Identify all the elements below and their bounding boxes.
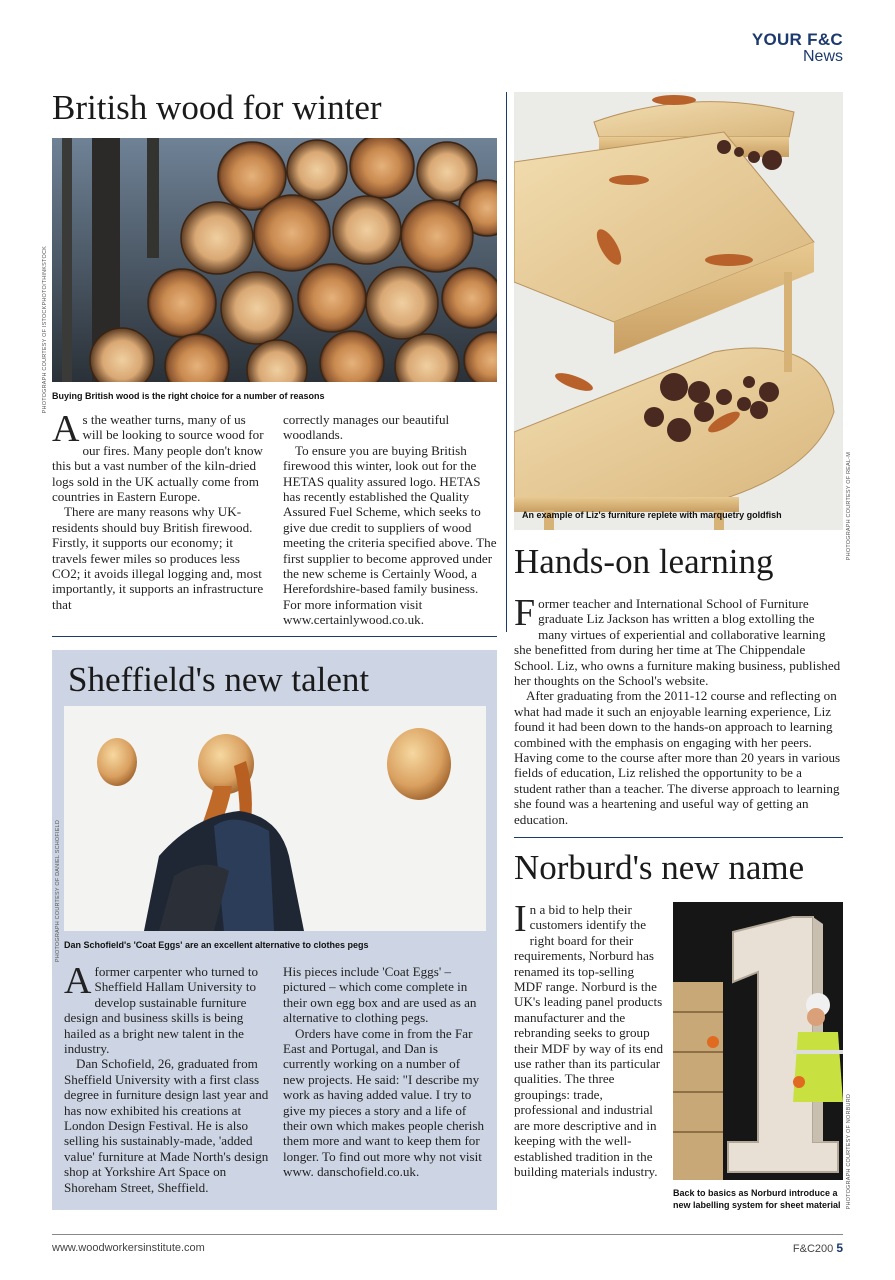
article-body-col1 bbox=[52, 408, 268, 612]
footer-url: www.woodworkersinstitute.com bbox=[52, 1242, 205, 1254]
paragraph: His pieces include 'Coat Eggs' – pictured – which come complete in their own egg box and are used as an alternative to clothing pegs. bbox=[283, 964, 477, 1026]
paragraph: ormer teacher and International School of Furniture graduate Liz Jackson has written a blog extolling the many virtues of experiential and collaborative learning she benefitted from during her time at The Chippendale School. Liz, who owns a furniture making business, published her thoughts on the School's website. bbox=[514, 596, 841, 689]
dropcap: A bbox=[52, 408, 80, 450]
photo-credit: PHOTOGRAPH COURTESY OF ISTOCKPHOTO/THINKSTOCK bbox=[42, 246, 48, 414]
paragraph: correctly manages our beautiful woodlands. bbox=[283, 412, 450, 443]
paragraph: s the weather turns, many of us will be looking to source wood for our fires. Many people don't know this but a vast number of the kiln-dried logs sold in the UK actually come from countries in Eastern Europe. bbox=[52, 412, 264, 505]
goldfish-furniture-photo bbox=[514, 92, 843, 530]
photo-credit: PHOTOGRAPH COURTESY OF REAL-M bbox=[846, 452, 852, 561]
photo-credit: PHOTOGRAPH COURTESY OF DANIEL SCHOFIELD bbox=[55, 820, 61, 963]
photo-credit: PHOTOGRAPH COURTESY OF NORBURD bbox=[846, 1094, 852, 1210]
photo-caption: An example of Liz's furniture replete with marquetry goldfish bbox=[522, 510, 782, 520]
article-headline-hands-on: Hands-on learning bbox=[514, 542, 774, 581]
footer-issue bbox=[793, 1241, 843, 1255]
section-rule bbox=[514, 837, 843, 838]
page-number: 5 bbox=[836, 1241, 843, 1255]
photo-caption: Buying British wood is the right choice for a number of reasons bbox=[52, 391, 325, 401]
article-body bbox=[514, 898, 664, 1179]
article-body-col2 bbox=[283, 412, 497, 628]
article-body-col2 bbox=[283, 964, 485, 1180]
section-subtitle: News bbox=[802, 48, 843, 65]
dropcap: F bbox=[514, 592, 536, 634]
article-body-col1 bbox=[64, 960, 269, 1195]
photo-caption: Dan Schofield's 'Coat Eggs' are an excellent alternative to clothes pegs bbox=[64, 940, 369, 950]
norburd-photo bbox=[673, 902, 843, 1180]
article-headline-norburd: Norburd's new name bbox=[514, 848, 805, 887]
dropcap: I bbox=[514, 898, 527, 940]
paragraph: n a bid to help their customers identify the right board for their requirements, Norburd has renamed its top-selling MDF range. Norburd is the UK's leading panel products manufacturer and the rebranding seeks to group their MDF by way of its end use rather than its particular qualities. The three groupings: trade, professional and industrial are more descriptive and in keeping with the well-established tradition in the building materials industry. bbox=[514, 902, 664, 1179]
coat-eggs-photo bbox=[64, 706, 486, 931]
dropcap: A bbox=[64, 960, 92, 1002]
column-divider bbox=[506, 92, 507, 632]
paragraph: former carpenter who turned to Sheffield Hallam University to develop sustainable furniture design and business skills is being hailed as a bright new talent in the industry. bbox=[64, 964, 259, 1057]
section-rule bbox=[52, 636, 497, 637]
photo-caption: Back to basics as Norburd introduce a new labelling system for sheet material bbox=[673, 1188, 841, 1210]
article-headline-sheffield: Sheffield's new talent bbox=[68, 660, 370, 699]
section-title: YOUR F&C bbox=[751, 30, 843, 49]
paragraph: Dan Schofield, 26, graduated from Sheffield University with a first class degree in furniture design last year and has now exhibited his creations at London Design Festival. He is also selling his sustainably-made, 'added value' furniture at Made North's design shop at Yorkshire Art Space on Shoreham Street, Sheffield. bbox=[64, 1056, 269, 1195]
article-headline-british-wood: British wood for winter bbox=[52, 88, 382, 127]
paragraph: To ensure you are buying British firewood this winter, look out for the HETAS quality assured logo. HETAS has recently established the Quality Assured Fuel Scheme, which seeks to give due credit to suppliers of wood meeting the criteria specified above. The first supplier to become approved under the new scheme is Certainly Wood, a Herefordshire-based family business. For more information visit www.certainlywood.co.uk. bbox=[283, 442, 497, 628]
issue-label: F&C200 bbox=[792, 1243, 834, 1255]
article-body bbox=[514, 592, 843, 827]
paragraph: There are many reasons why UK-residents should buy British firewood. Firstly, it supports our economy; it travels fewer miles so produces less CO2; it avoids illegal logging and, most importantly, it supports an infrastructure that bbox=[52, 504, 264, 612]
footer-rule bbox=[52, 1234, 843, 1235]
paragraph: After graduating from the 2011-12 course and reflecting on what had made it such an enjoyable learning experience, Liz found it had been down to the hands-on approach to learning combined with the emphasis on engaging with her peers. Having come to the course after more than 20 years in various fields of education, Liz relished the opportunity to be a student rather than a teacher. The diverse approach to learning she found was a heartening and useful way of getting an education. bbox=[514, 688, 841, 827]
paragraph: Orders have come in from the Far East and Portugal, and Dan is currently working on a number of new projects. He said: "I describe my work as having added value. I try to give my pieces a story and a life of their own which makes people cherish them more and want to keep them for longer. To find out more why not visit www. danschofield.co.uk. bbox=[283, 1025, 485, 1180]
logs-photo bbox=[52, 138, 497, 382]
